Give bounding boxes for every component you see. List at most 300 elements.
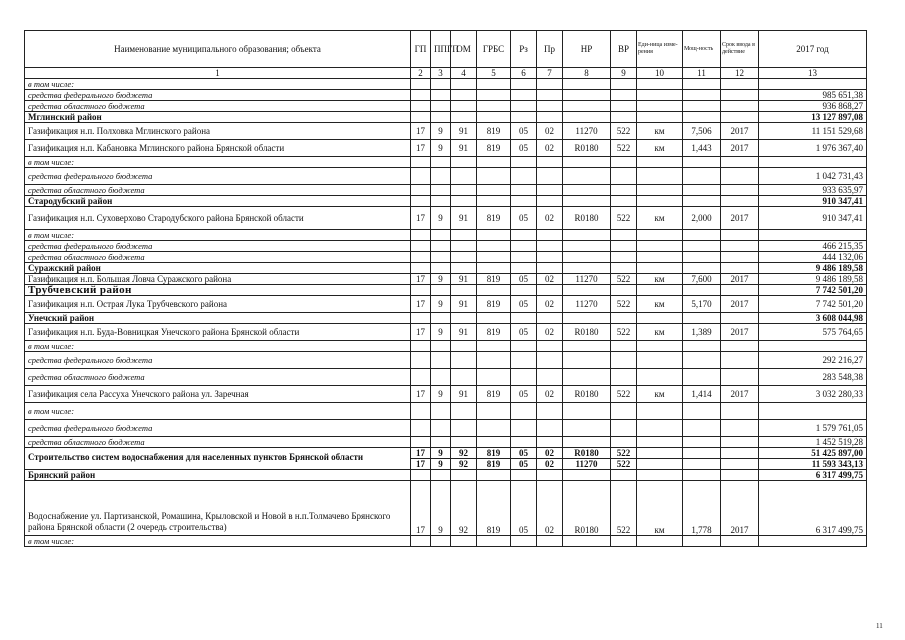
cell-rz <box>511 285 537 296</box>
table-row <box>25 437 867 448</box>
cell-gp <box>411 403 431 420</box>
cell-grbs <box>477 101 511 112</box>
cell-total: 933 635,97 <box>759 185 867 196</box>
cell-rz <box>511 157 537 168</box>
cell-total <box>759 79 867 90</box>
cell-nr: 11270 <box>563 296 611 313</box>
cell-term: 2017 <box>721 207 759 230</box>
cell-total: 51 425 897,00 <box>759 448 867 459</box>
cell-unit <box>637 168 683 185</box>
cell-total: 575 764,65 <box>759 324 867 341</box>
cell-term: 2017 <box>721 324 759 341</box>
cell-nr: R0180 <box>563 448 611 459</box>
cell-rz <box>511 263 537 274</box>
cell-total: 910 347,41 <box>759 196 867 207</box>
row-name: средства федерального бюджета <box>25 352 411 369</box>
cell-vr <box>611 252 637 263</box>
cell-unit: км <box>637 123 683 140</box>
cell-capacity <box>683 285 721 296</box>
cell-unit <box>637 352 683 369</box>
cell-nr: 11270 <box>563 274 611 285</box>
cell-gp <box>411 101 431 112</box>
cell-ppg <box>431 313 451 324</box>
cell-vr <box>611 196 637 207</box>
cell-grbs <box>477 369 511 386</box>
cell-rz <box>511 90 537 101</box>
cell-capacity <box>683 157 721 168</box>
cell-vr <box>611 369 637 386</box>
cell-capacity <box>683 420 721 437</box>
cell-grbs: 819 <box>477 481 511 536</box>
cell-capacity: 1,414 <box>683 386 721 403</box>
cell-rz: 05 <box>511 481 537 536</box>
cell-grbs: 819 <box>477 296 511 313</box>
cell-pr: 02 <box>537 207 563 230</box>
cell-nr: R0180 <box>563 481 611 536</box>
cell-rz <box>511 403 537 420</box>
cell-unit <box>637 420 683 437</box>
cell-total: 910 347,41 <box>759 207 867 230</box>
cell-ppg <box>431 79 451 90</box>
cell-grbs <box>477 168 511 185</box>
cell-ppg: 9 <box>431 296 451 313</box>
cell-ppg <box>431 470 451 481</box>
cell-nr: R0180 <box>563 324 611 341</box>
cell-pr <box>537 90 563 101</box>
cell-unit <box>637 437 683 448</box>
header-grbs: ГРБС <box>477 31 511 68</box>
cell-nr <box>563 168 611 185</box>
row-name: Газификация н.п. Буда-Вовницкая Унечского района Брянской области <box>25 324 411 341</box>
cell-total: 936 868,27 <box>759 101 867 112</box>
cell-om: 91 <box>451 207 477 230</box>
cell-rz: 05 <box>511 448 537 459</box>
cell-gp <box>411 369 431 386</box>
table-row <box>25 263 867 274</box>
cell-om <box>451 90 477 101</box>
cell-unit: км <box>637 296 683 313</box>
table-row <box>25 420 867 437</box>
row-name: в том числе: <box>25 230 411 241</box>
cell-om <box>451 536 477 547</box>
cell-nr <box>563 101 611 112</box>
column-number: 7 <box>537 68 563 79</box>
cell-gp <box>411 341 431 352</box>
table-row <box>25 252 867 263</box>
cell-total: 985 651,38 <box>759 90 867 101</box>
cell-vr <box>611 185 637 196</box>
row-name: средства федерального бюджета <box>25 420 411 437</box>
cell-vr <box>611 79 637 90</box>
cell-capacity <box>683 230 721 241</box>
cell-vr <box>611 230 637 241</box>
cell-ppg <box>431 437 451 448</box>
cell-vr: 522 <box>611 296 637 313</box>
cell-rz <box>511 241 537 252</box>
cell-pr <box>537 157 563 168</box>
cell-grbs <box>477 112 511 123</box>
cell-pr <box>537 185 563 196</box>
cell-term <box>721 241 759 252</box>
cell-ppg: 9 <box>431 140 451 157</box>
cell-vr <box>611 341 637 352</box>
cell-grbs <box>477 157 511 168</box>
cell-capacity <box>683 536 721 547</box>
cell-term <box>721 157 759 168</box>
cell-ppg: 9 <box>431 481 451 536</box>
cell-grbs: 819 <box>477 324 511 341</box>
cell-grbs <box>477 185 511 196</box>
row-name: Суражский район <box>25 263 411 274</box>
cell-unit: км <box>637 140 683 157</box>
cell-rz <box>511 420 537 437</box>
cell-rz <box>511 112 537 123</box>
table-header <box>25 31 867 79</box>
cell-capacity: 1,443 <box>683 140 721 157</box>
cell-grbs: 819 <box>477 140 511 157</box>
cell-ppg <box>431 230 451 241</box>
cell-capacity <box>683 448 721 459</box>
header-name: Наименование муниципального образования; объекта <box>25 31 411 68</box>
cell-capacity <box>683 241 721 252</box>
cell-pr <box>537 285 563 296</box>
cell-pr <box>537 420 563 437</box>
table-row <box>25 79 867 90</box>
cell-term <box>721 263 759 274</box>
cell-gp <box>411 420 431 437</box>
cell-vr <box>611 536 637 547</box>
cell-pr <box>537 252 563 263</box>
cell-grbs <box>477 470 511 481</box>
row-name: в том числе: <box>25 79 411 90</box>
cell-om <box>451 112 477 123</box>
cell-gp: 17 <box>411 324 431 341</box>
cell-pr: 02 <box>537 296 563 313</box>
cell-capacity <box>683 369 721 386</box>
table-row <box>25 274 867 285</box>
cell-ppg <box>431 157 451 168</box>
cell-ppg <box>431 369 451 386</box>
cell-capacity <box>683 403 721 420</box>
cell-capacity <box>683 470 721 481</box>
cell-pr <box>537 341 563 352</box>
cell-nr <box>563 112 611 123</box>
cell-pr <box>537 536 563 547</box>
row-name: средства областного бюджета <box>25 252 411 263</box>
cell-om <box>451 369 477 386</box>
cell-total <box>759 230 867 241</box>
cell-total <box>759 341 867 352</box>
cell-rz: 05 <box>511 324 537 341</box>
row-name: Газификация села Рассуха Унечского района ул. Заречная <box>25 386 411 403</box>
header-ppg: ППГП <box>431 31 451 68</box>
cell-vr <box>611 263 637 274</box>
cell-om: 91 <box>451 140 477 157</box>
cell-vr <box>611 437 637 448</box>
cell-pr <box>537 112 563 123</box>
cell-gp <box>411 157 431 168</box>
row-name: Стародубский район <box>25 196 411 207</box>
cell-nr: 11270 <box>563 459 611 470</box>
table-row <box>25 241 867 252</box>
cell-grbs: 819 <box>477 459 511 470</box>
budget-table <box>24 30 867 547</box>
cell-gp <box>411 196 431 207</box>
cell-rz <box>511 168 537 185</box>
cell-term <box>721 313 759 324</box>
cell-om <box>451 157 477 168</box>
cell-ppg: 9 <box>431 123 451 140</box>
cell-pr <box>537 313 563 324</box>
cell-nr: 11270 <box>563 123 611 140</box>
cell-unit <box>637 285 683 296</box>
cell-ppg: 9 <box>431 459 451 470</box>
cell-capacity: 7,600 <box>683 274 721 285</box>
cell-term <box>721 285 759 296</box>
cell-pr <box>537 369 563 386</box>
cell-ppg <box>431 263 451 274</box>
cell-total <box>759 157 867 168</box>
table-row <box>25 196 867 207</box>
cell-nr <box>563 241 611 252</box>
cell-rz: 05 <box>511 459 537 470</box>
cell-ppg <box>431 420 451 437</box>
cell-grbs <box>477 79 511 90</box>
cell-vr <box>611 168 637 185</box>
cell-total: 9 486 189,58 <box>759 263 867 274</box>
cell-total: 11 151 529,68 <box>759 123 867 140</box>
cell-om <box>451 403 477 420</box>
cell-nr <box>563 470 611 481</box>
cell-grbs: 819 <box>477 274 511 285</box>
cell-capacity <box>683 79 721 90</box>
cell-ppg <box>431 168 451 185</box>
cell-term <box>721 101 759 112</box>
cell-ppg <box>431 352 451 369</box>
cell-nr <box>563 79 611 90</box>
cell-unit <box>637 470 683 481</box>
cell-rz <box>511 352 537 369</box>
cell-vr: 522 <box>611 140 637 157</box>
cell-capacity <box>683 196 721 207</box>
cell-total: 1 579 761,05 <box>759 420 867 437</box>
table-row <box>25 296 867 313</box>
cell-vr <box>611 420 637 437</box>
table-row <box>25 157 867 168</box>
cell-om <box>451 352 477 369</box>
row-name: средства областного бюджета <box>25 437 411 448</box>
table-row <box>25 230 867 241</box>
cell-om <box>451 252 477 263</box>
cell-gp: 17 <box>411 448 431 459</box>
cell-nr <box>563 536 611 547</box>
cell-grbs <box>477 90 511 101</box>
cell-ppg <box>431 341 451 352</box>
cell-term <box>721 90 759 101</box>
cell-gp <box>411 313 431 324</box>
cell-ppg <box>431 90 451 101</box>
row-name: в том числе: <box>25 341 411 352</box>
row-name: средства федерального бюджета <box>25 168 411 185</box>
cell-grbs <box>477 230 511 241</box>
cell-total: 1 042 731,43 <box>759 168 867 185</box>
cell-om <box>451 437 477 448</box>
cell-gp <box>411 536 431 547</box>
cell-nr <box>563 230 611 241</box>
cell-total: 11 593 343,13 <box>759 459 867 470</box>
cell-unit <box>637 403 683 420</box>
table-row <box>25 481 867 536</box>
cell-om <box>451 341 477 352</box>
table-row <box>25 90 867 101</box>
cell-total: 466 215,35 <box>759 241 867 252</box>
cell-term <box>721 352 759 369</box>
cell-pr: 02 <box>537 386 563 403</box>
cell-total: 1 976 367,40 <box>759 140 867 157</box>
cell-grbs <box>477 437 511 448</box>
cell-om <box>451 285 477 296</box>
cell-capacity: 2,000 <box>683 207 721 230</box>
cell-vr: 522 <box>611 324 637 341</box>
table-row <box>25 536 867 547</box>
cell-ppg <box>431 112 451 123</box>
cell-gp: 17 <box>411 207 431 230</box>
cell-unit <box>637 185 683 196</box>
cell-pr <box>537 241 563 252</box>
cell-vr: 522 <box>611 207 637 230</box>
cell-nr <box>563 185 611 196</box>
cell-om <box>451 470 477 481</box>
cell-unit <box>637 79 683 90</box>
table-row <box>25 341 867 352</box>
header-term: Срок ввода в действие <box>721 31 759 68</box>
cell-om: 91 <box>451 296 477 313</box>
cell-unit <box>637 101 683 112</box>
cell-capacity <box>683 112 721 123</box>
cell-nr <box>563 420 611 437</box>
cell-nr <box>563 369 611 386</box>
cell-unit <box>637 241 683 252</box>
header-gp: ГП <box>411 31 431 68</box>
cell-term: 2017 <box>721 386 759 403</box>
cell-capacity <box>683 459 721 470</box>
cell-pr <box>537 263 563 274</box>
cell-rz: 05 <box>511 296 537 313</box>
row-name: Трубчевский район <box>25 285 411 296</box>
cell-term: 2017 <box>721 140 759 157</box>
cell-ppg <box>431 101 451 112</box>
cell-pr: 02 <box>537 324 563 341</box>
cell-total: 3 032 280,33 <box>759 386 867 403</box>
cell-gp <box>411 352 431 369</box>
cell-rz: 05 <box>511 386 537 403</box>
cell-om <box>451 168 477 185</box>
water-program-name: Строительство систем водоснабжения для населенных пунктов Брянской области <box>25 448 411 470</box>
cell-gp <box>411 241 431 252</box>
cell-capacity <box>683 168 721 185</box>
cell-om: 92 <box>451 481 477 536</box>
cell-total <box>759 403 867 420</box>
cell-ppg: 9 <box>431 324 451 341</box>
cell-total: 13 127 897,08 <box>759 112 867 123</box>
cell-vr <box>611 352 637 369</box>
cell-nr <box>563 352 611 369</box>
row-name: средства федерального бюджета <box>25 90 411 101</box>
cell-term <box>721 185 759 196</box>
cell-gp: 17 <box>411 140 431 157</box>
cell-om: 91 <box>451 274 477 285</box>
cell-capacity: 1,389 <box>683 324 721 341</box>
table-row <box>25 207 867 230</box>
row-name: Газификация н.п. Острая Лука Трубчевского района <box>25 296 411 313</box>
cell-term: 2017 <box>721 481 759 536</box>
cell-gp <box>411 90 431 101</box>
header-om: ОМ <box>451 31 477 68</box>
column-number: 4 <box>451 68 477 79</box>
cell-om <box>451 313 477 324</box>
table-row <box>25 285 867 296</box>
cell-pr <box>537 470 563 481</box>
cell-term <box>721 168 759 185</box>
cell-grbs <box>477 420 511 437</box>
cell-term <box>721 403 759 420</box>
cell-total: 283 548,38 <box>759 369 867 386</box>
cell-pr <box>537 101 563 112</box>
cell-term <box>721 341 759 352</box>
cell-nr <box>563 437 611 448</box>
row-name: Брянский район <box>25 470 411 481</box>
cell-nr: R0180 <box>563 140 611 157</box>
cell-unit: км <box>637 324 683 341</box>
cell-om <box>451 101 477 112</box>
cell-vr <box>611 285 637 296</box>
cell-rz <box>511 313 537 324</box>
cell-grbs <box>477 285 511 296</box>
cell-om: 92 <box>451 459 477 470</box>
row-name: Мглинский район <box>25 112 411 123</box>
cell-gp <box>411 168 431 185</box>
cell-grbs <box>477 263 511 274</box>
cell-om <box>451 230 477 241</box>
cell-rz <box>511 437 537 448</box>
cell-capacity: 7,506 <box>683 123 721 140</box>
cell-vr: 522 <box>611 459 637 470</box>
cell-ppg <box>431 403 451 420</box>
column-number: 10 <box>637 68 683 79</box>
cell-grbs <box>477 352 511 369</box>
cell-unit <box>637 459 683 470</box>
cell-gp <box>411 285 431 296</box>
cell-capacity <box>683 185 721 196</box>
cell-gp <box>411 437 431 448</box>
cell-capacity <box>683 313 721 324</box>
cell-vr: 522 <box>611 123 637 140</box>
cell-vr <box>611 403 637 420</box>
cell-grbs: 819 <box>477 448 511 459</box>
cell-vr <box>611 101 637 112</box>
cell-capacity <box>683 252 721 263</box>
cell-gp: 17 <box>411 274 431 285</box>
cell-ppg: 9 <box>431 207 451 230</box>
cell-total: 292 216,27 <box>759 352 867 369</box>
cell-nr <box>563 157 611 168</box>
table-row <box>25 123 867 140</box>
table-row <box>25 352 867 369</box>
cell-nr <box>563 196 611 207</box>
cell-term <box>721 448 759 459</box>
column-number: 3 <box>431 68 451 79</box>
header-row <box>25 31 867 68</box>
